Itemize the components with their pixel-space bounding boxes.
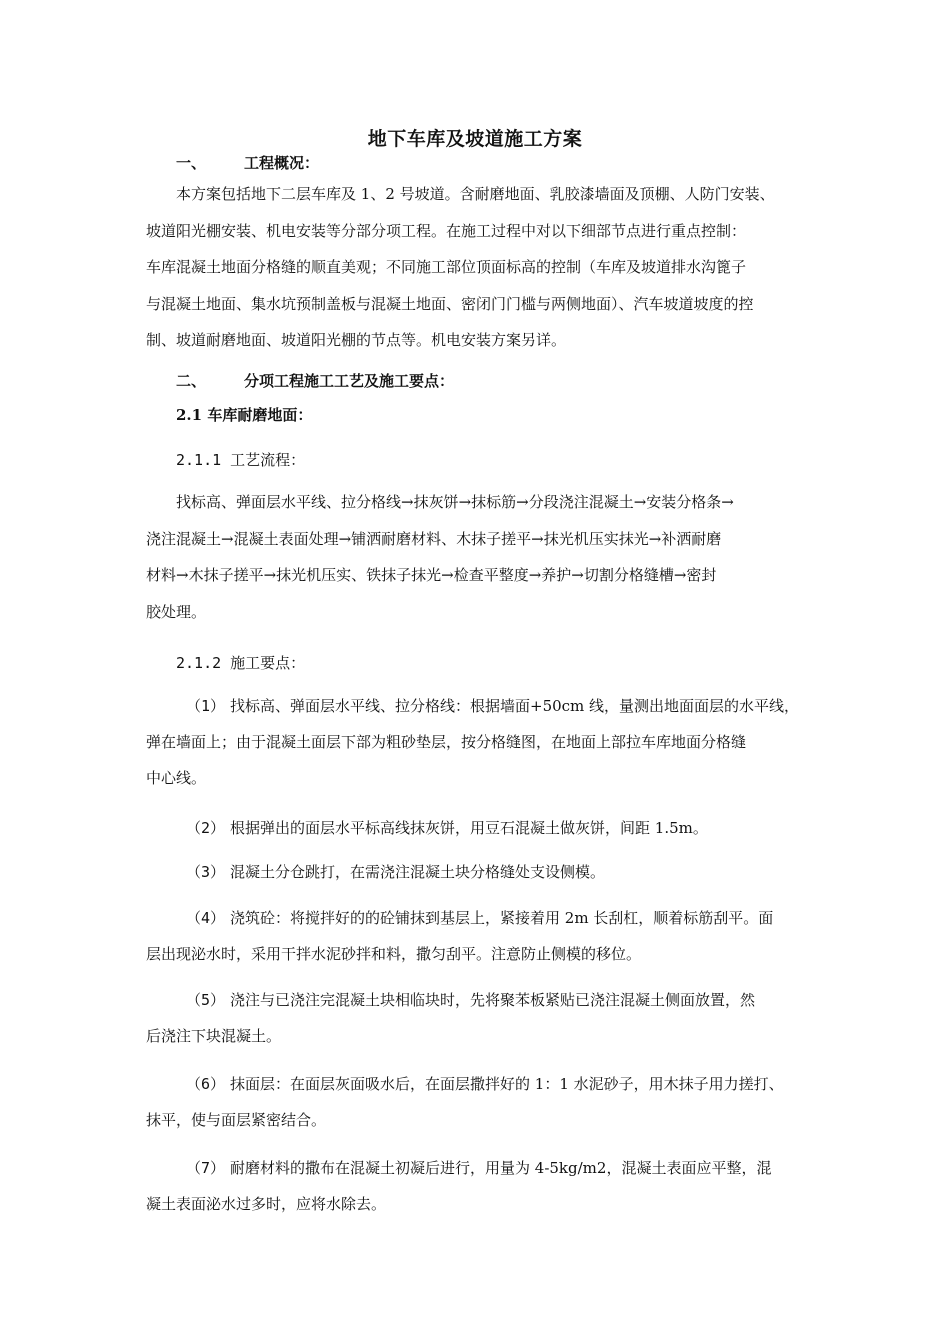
section-1-number: 一、 <box>176 154 207 172</box>
item-marker: （3） <box>186 863 226 881</box>
list-item <box>146 1150 816 1222</box>
item-marker: （5） <box>186 991 226 1009</box>
list-item <box>146 688 816 796</box>
section-1-heading <box>176 152 319 173</box>
item-text: 耐磨材料的撒布在混凝土初凝后进行，用量为 4-5kg/m2，混凝土表面应平整，混 <box>230 1159 772 1177</box>
item-text: 混凝土分仓跳打，在需浇注混凝土块分格缝处支设侧模。 <box>230 863 606 881</box>
item-text: 浇注与已浇注完混凝土块相临块时，先将聚苯板紧贴已浇注混凝土侧面放置，然 <box>230 991 756 1009</box>
item-text: 抹面层：在面层灰面吸水后，在面层撒拌好的 1：1 水泥砂子，用木抹子用力搓打、 <box>230 1075 784 1093</box>
item-text: 抹平，使与面层紧密结合。 <box>146 1111 327 1129</box>
item-text: 浇筑砼：将搅拌好的的砼铺抹到基层上，紧接着用 2m 长刮杠，顺着标筋刮平。面 <box>230 909 774 927</box>
item-marker: （1） <box>186 697 226 715</box>
item-marker: （2） <box>186 819 226 837</box>
document-title: 地下车库及坡道施工方案 <box>367 128 583 150</box>
item-text: 中心线。 <box>146 769 207 787</box>
section-1-line: 本方案包括地下二层车库及 1、2 号坡道。含耐磨地面、乳胶漆墙面及顶棚、人防门安装、 <box>176 185 775 203</box>
item-text: 找标高、弹面层水平线、拉分格线：根据墙面+50cm 线，量测出地面面层的水平线， <box>230 697 800 715</box>
list-item <box>146 1066 816 1138</box>
list-item <box>146 900 816 972</box>
item-text: 层出现泌水时，采用干拌水泥砂拌和料，撒匀刮平。注意防止侧模的移位。 <box>146 945 642 963</box>
section-1-line: 制、坡道耐磨地面、坡道阳光棚的节点等。机电安装方案另详。 <box>146 331 567 350</box>
section-1-body <box>146 176 816 359</box>
section-2-heading <box>176 370 454 391</box>
section-1-line: 坡道阳光棚安装、机电安装等分部分项工程。在施工过程中对以下细部节点进行重点控制： <box>146 221 747 240</box>
process-line: 胶处理。 <box>146 603 207 622</box>
list-item <box>146 854 816 890</box>
process-flow <box>146 484 816 631</box>
subsection-2-1-1-heading: 2.1.1 工艺流程： <box>176 451 306 469</box>
subsection-2-1-2-heading: 2.1.2 施工要点： <box>176 654 306 672</box>
list-item <box>146 982 816 1054</box>
item-marker: （4） <box>186 909 226 927</box>
section-1-title: 工程概况： <box>244 154 320 172</box>
process-line: 找标高、弹面层水平线、拉分格线→抹灰饼→抹标筋→分段浇注混凝土→安装分格条→ <box>176 493 734 511</box>
section-2-number: 二、 <box>176 372 207 390</box>
process-line: 浇注混凝土→混凝土表面处理→铺洒耐磨材料、木抹子搓平→抹光机压实抹光→补洒耐磨 <box>146 529 722 548</box>
item-marker: （7） <box>186 1159 226 1177</box>
section-1-line: 车库混凝土地面分格缝的顺直美观；不同施工部位顶面标高的控制（车库及坡道排水沟篦子 <box>146 258 747 277</box>
item-text: 根据弹出的面层水平标高线抹灰饼，用豆石混凝土做灰饼，间距 1.5m。 <box>230 819 708 837</box>
item-text: 后浇注下块混凝土。 <box>146 1027 282 1045</box>
section-2-title: 分项工程施工工艺及施工要点： <box>244 372 455 390</box>
item-text: 弹在墙面上；由于混凝土面层下部为粗砂垫层，按分格缝图，在地面上部拉车库地面分格缝 <box>146 733 747 751</box>
process-line: 材料→木抹子搓平→抹光机压实、铁抹子抹光→检查平整度→养护→切割分格缝槽→密封 <box>146 566 717 585</box>
item-marker: （6） <box>186 1075 226 1093</box>
list-item <box>146 810 816 846</box>
subsection-2-1-heading: 2.1 车库耐磨地面： <box>176 406 313 424</box>
section-1-line: 与混凝土地面、集水坑预制盖板与混凝土地面、密闭门门槛与两侧地面）、汽车坡道坡度的控 <box>146 294 754 313</box>
item-text: 凝土表面泌水过多时，应将水除去。 <box>146 1195 387 1213</box>
